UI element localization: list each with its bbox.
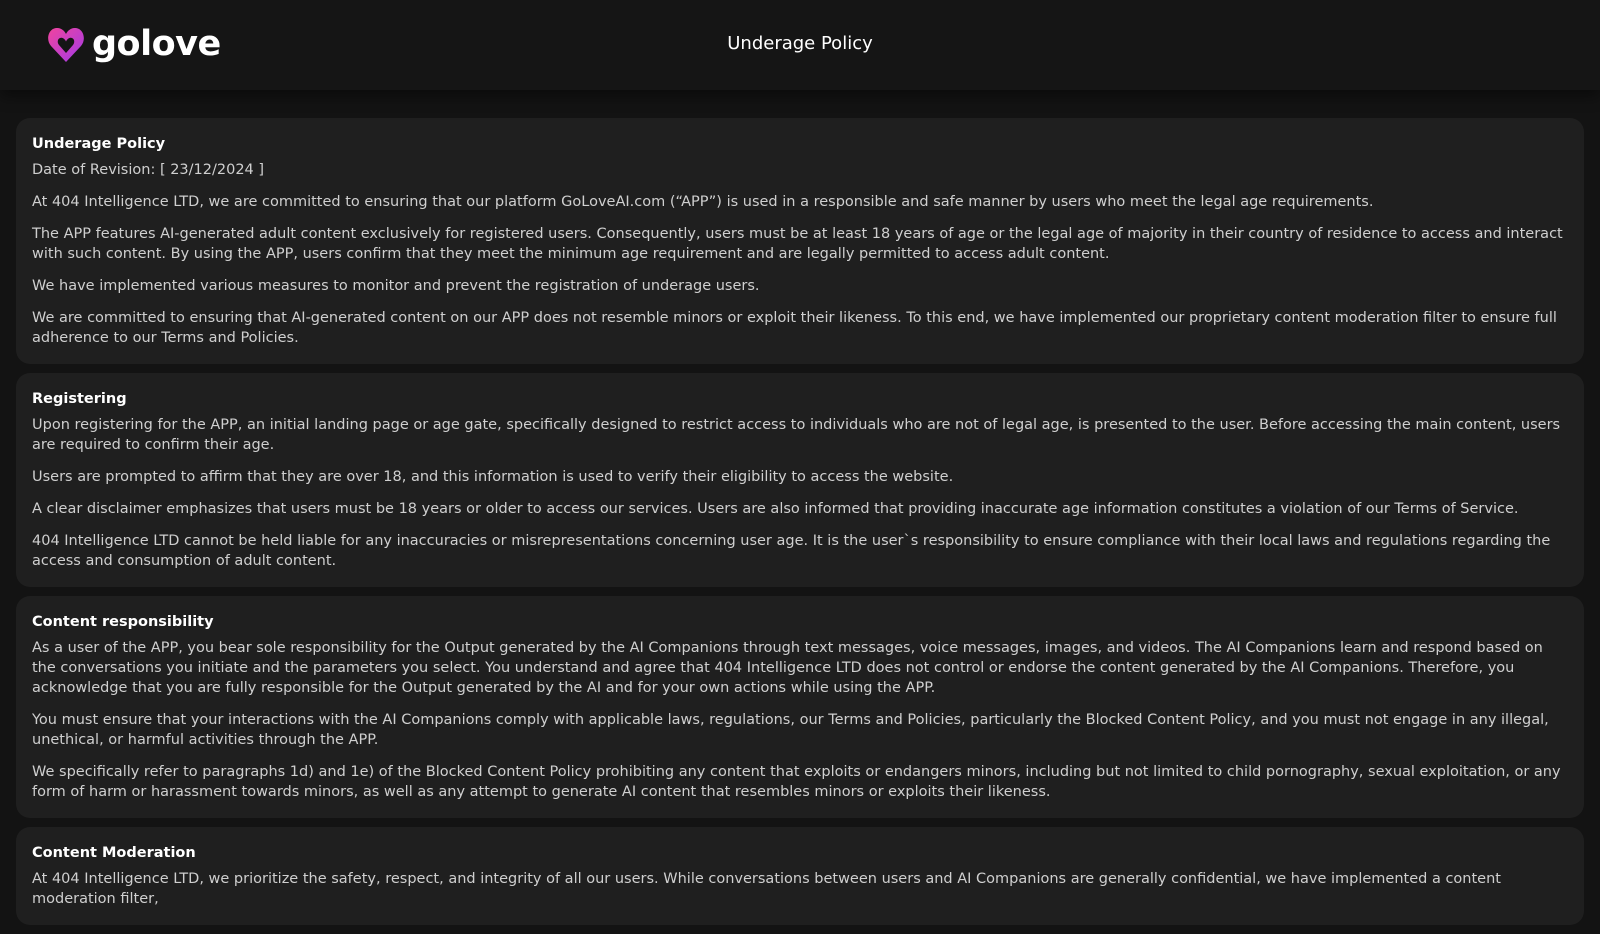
paragraph: We have implemented various measures to monitor and prevent the registration of underage users. xyxy=(32,278,760,294)
section-underage-policy xyxy=(16,118,1584,364)
paragraph: At 404 Intelligence LTD, we prioritize the safety, respect, and integrity of all our users. While conversations between users and AI Companions are generally confidential, we have implemented a content moderation filter, xyxy=(32,871,1501,907)
paragraph: At 404 Intelligence LTD, we are committed to ensuring that our platform GoLoveAI.com (“APP”) is used in a responsible and safe manner by users who meet the legal age requirements. xyxy=(32,194,1374,210)
page-title: Underage Policy xyxy=(727,33,873,54)
paragraph: We specifically refer to paragraphs 1d) and 1e) of the Blocked Content Policy prohibiting any content that exploits or endangers minors, including but not limited to child pornography, sexual exploitation, or any form of harm or harassment towards minors, as well as any attempt to generate AI content that resembles minors or exploits their likeness. xyxy=(32,764,1561,800)
section-title: Underage Policy xyxy=(32,136,166,152)
section-content-responsibility xyxy=(16,596,1584,818)
paragraph: We are committed to ensuring that AI-generated content on our APP does not resemble minors or exploit their likeness. To this end, we have implemented our proprietary content moderation filter to ensure full adherence to our Terms and Policies. xyxy=(32,310,1557,346)
section-title: Content responsibility xyxy=(32,614,214,630)
policy-content xyxy=(16,118,1584,934)
section-content-moderation xyxy=(16,827,1584,925)
paragraph: The APP features AI-generated adult content exclusively for registered users. Consequently, users must be at least 18 years of age or the legal age of majority in their country of residence to access and interact with such content. By using the APP, users confirm that they meet the minimum age requirement and are legally permitted to access adult content. xyxy=(32,226,1563,262)
section-registering xyxy=(16,373,1584,587)
logo-text: golove xyxy=(92,24,221,64)
paragraph: Users are prompted to affirm that they are over 18, and this information is used to verify their eligibility to access the website. xyxy=(32,469,954,485)
paragraph: A clear disclaimer emphasizes that users must be 18 years or older to access our services. Users are also informed that providing inaccurate age information constitutes a violation of our Terms of Service. xyxy=(32,501,1519,517)
revision-date: Date of Revision: [ 23/12/2024 ] xyxy=(32,162,265,178)
paragraph: As a user of the APP, you bear sole responsibility for the Output generated by the AI Companions through text messages, voice messages, images, and videos. The AI Companions learn and respond based on the conversations you initiate and the parameters you select. You understand and agree that 404 Intelligence LTD does not control or endorse the content generated by the AI Companions. Therefore, you acknowledge that you are fully responsible for the Output generated by the AI and for your own actions while using the APP. xyxy=(32,640,1543,696)
paragraph: 404 Intelligence LTD cannot be held liable for any inaccuracies or misrepresentations concerning user age. It is the user`s responsibility to ensure compliance with their local laws and regulations regarding the access and consumption of adult content. xyxy=(32,533,1551,569)
section-title: Content Moderation xyxy=(32,845,196,861)
paragraph: You must ensure that your interactions with the AI Companions comply with applicable laws, regulations, our Terms and Policies, particularly the Blocked Content Policy, and you must not engage in any illegal, unethical, or harmful activities through the APP. xyxy=(32,712,1549,748)
section-title: Registering xyxy=(32,391,127,407)
top-bar xyxy=(0,0,1600,90)
paragraph: Upon registering for the APP, an initial landing page or age gate, specifically designed to restrict access to individuals who are not of legal age, is presented to the user. Before accessing the main content, users are required to confirm their age. xyxy=(32,417,1561,453)
